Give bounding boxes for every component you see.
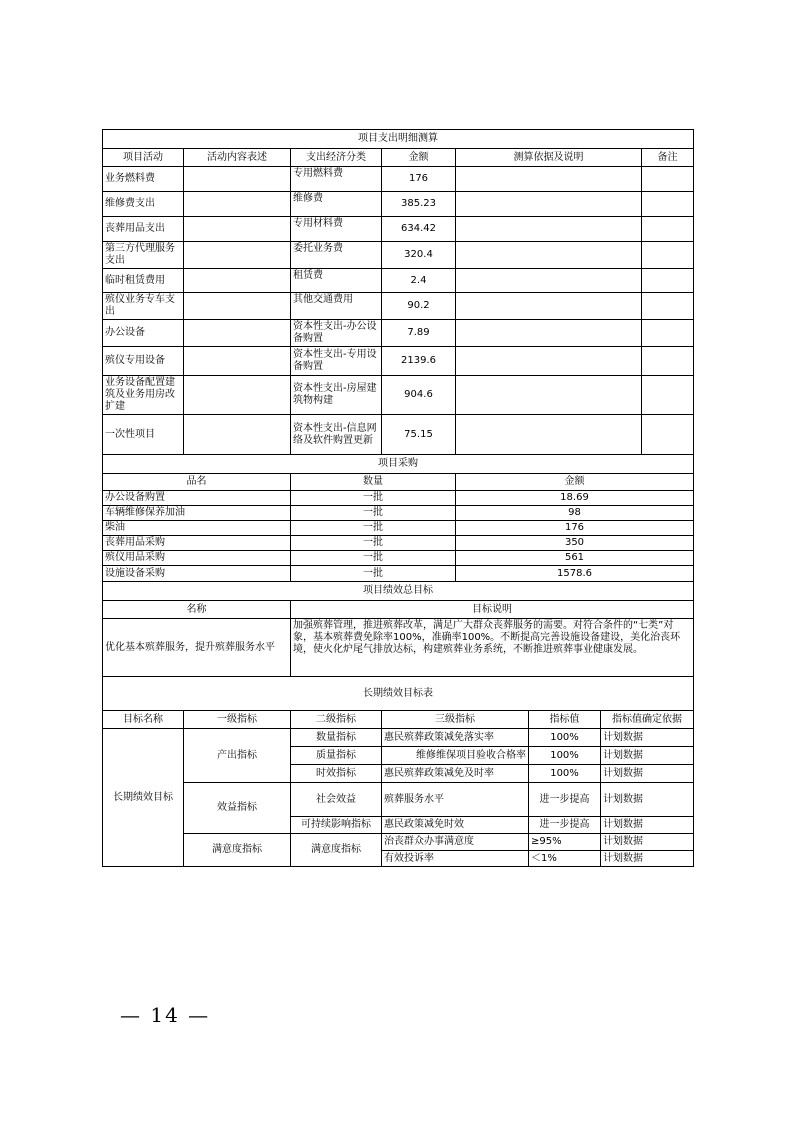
longterm-header-level2: 二级指标	[291, 711, 382, 729]
detail-activity: 殡仪业务专车支出	[103, 293, 184, 320]
detail-category: 其他交通费用	[291, 293, 382, 320]
goal-header-name: 名称	[103, 601, 291, 619]
longterm-value: 100%	[529, 765, 601, 783]
procurement-amount: 1578.6	[456, 566, 694, 582]
longterm-level2: 可持续影响指标	[291, 817, 382, 834]
longterm-target-name: 长期绩效目标	[103, 729, 184, 867]
longterm-level3: 治丧群众办事满意度	[382, 834, 529, 851]
longterm-header-level1: 一级指标	[184, 711, 291, 729]
procurement-name: 丧葬用品采购	[103, 536, 291, 551]
detail-category: 资本性支出-专用设备购置	[291, 347, 382, 376]
detail-amount: 385.23	[382, 192, 456, 217]
detail-header-note: 备注	[642, 149, 694, 167]
longterm-level1-satisfaction: 满意度指标	[184, 834, 291, 867]
detail-basis	[456, 217, 642, 242]
longterm-basis: 计划数据	[601, 729, 694, 747]
longterm-level3: 惠民殡葬政策减免及时率	[382, 765, 529, 783]
detail-activity: 临时租赁费用	[103, 269, 184, 293]
goal-description: 加强殡葬管理，推进殡葬改革，满足广大群众丧葬服务的需要。对符合条件的“七类”对象，基本殡葬费免除率100%，准确率100%。不断提高完善设施设备建设，美化治丧环境，使火化炉尾气排放达标，构建殡葬业务系统，不断推进殡葬事业健康发展。	[291, 619, 694, 677]
detail-activity: 维修费支出	[103, 192, 184, 217]
procurement-qty: 一批	[291, 506, 456, 521]
procurement-qty: 一批	[291, 566, 456, 582]
longterm-header-target: 目标名称	[103, 711, 184, 729]
longterm-level2: 质量指标	[291, 747, 382, 765]
detail-content	[184, 320, 291, 347]
procurement-name: 殡仪用品采购	[103, 551, 291, 566]
procurement-section-title: 项目采购	[103, 455, 694, 474]
detail-category: 租赁费	[291, 269, 382, 293]
longterm-header-basis: 指标值确定依据	[601, 711, 694, 729]
detail-basis	[456, 347, 642, 376]
detail-header-activity: 项目活动	[103, 149, 184, 167]
longterm-basis: 计划数据	[601, 817, 694, 834]
detail-basis	[456, 320, 642, 347]
longterm-header-level3: 三级指标	[382, 711, 529, 729]
procurement-name: 车辆维修保养加油	[103, 506, 291, 521]
procurement-qty: 一批	[291, 521, 456, 536]
procurement-header-qty: 数量	[291, 474, 456, 491]
longterm-value: 100%	[529, 747, 601, 765]
longterm-level2: 社会效益	[291, 783, 382, 817]
detail-content	[184, 269, 291, 293]
goal-name: 优化基本殡葬服务，提升殡葬服务水平	[103, 619, 291, 677]
detail-amount: 320.4	[382, 242, 456, 269]
procurement-amount: 561	[456, 551, 694, 566]
detail-content	[184, 242, 291, 269]
longterm-basis: 计划数据	[601, 747, 694, 765]
longterm-level1-benefit: 效益指标	[184, 783, 291, 834]
detail-category: 资本性支出-办公设备购置	[291, 320, 382, 347]
procurement-name: 设施设备采购	[103, 566, 291, 582]
longterm-level3: 有效投诉率	[382, 851, 529, 867]
longterm-basis: 计划数据	[601, 851, 694, 867]
detail-category: 专用材料费	[291, 217, 382, 242]
longterm-level3: 殡葬服务水平	[382, 783, 529, 817]
detail-category: 资本性支出-信息网络及软件购置更新	[291, 415, 382, 455]
detail-note	[642, 269, 694, 293]
longterm-level3: 惠民政策减免时效	[382, 817, 529, 834]
detail-activity: 一次性项目	[103, 415, 184, 455]
goal-header-description: 目标说明	[291, 601, 694, 619]
detail-content	[184, 217, 291, 242]
detail-content	[184, 192, 291, 217]
goal-section-title: 项目绩效总目标	[103, 582, 694, 601]
procurement-header-amount: 金额	[456, 474, 694, 491]
detail-header-content: 活动内容表述	[184, 149, 291, 167]
procurement-header-name: 品名	[103, 474, 291, 491]
detail-category: 委托业务费	[291, 242, 382, 269]
detail-basis	[456, 376, 642, 415]
budget-table	[102, 129, 694, 867]
detail-content	[184, 347, 291, 376]
detail-note	[642, 293, 694, 320]
longterm-level3: 维修维保项目验收合格率	[382, 747, 529, 765]
detail-header-category: 支出经济分类	[291, 149, 382, 167]
detail-amount: 904.6	[382, 376, 456, 415]
longterm-section-title: 长期绩效目标表	[103, 677, 694, 711]
procurement-qty: 一批	[291, 551, 456, 566]
procurement-amount: 18.69	[456, 491, 694, 506]
longterm-value: ＜1%	[529, 851, 601, 867]
procurement-amount: 350	[456, 536, 694, 551]
detail-note	[642, 376, 694, 415]
longterm-value: 进一步提高	[529, 783, 601, 817]
detail-category: 维修费	[291, 192, 382, 217]
detail-basis	[456, 415, 642, 455]
longterm-basis: 计划数据	[601, 783, 694, 817]
detail-note	[642, 320, 694, 347]
detail-basis	[456, 293, 642, 320]
detail-header-amount: 金额	[382, 149, 456, 167]
detail-header-basis: 测算依据及说明	[456, 149, 642, 167]
longterm-level2: 满意度指标	[291, 834, 382, 867]
detail-content	[184, 167, 291, 192]
detail-note	[642, 415, 694, 455]
procurement-qty: 一批	[291, 491, 456, 506]
detail-activity: 丧葬用品支出	[103, 217, 184, 242]
detail-basis	[456, 167, 642, 192]
detail-activity: 办公设备	[103, 320, 184, 347]
longterm-level2: 时效指标	[291, 765, 382, 783]
procurement-amount: 176	[456, 521, 694, 536]
longterm-level1-output: 产出指标	[184, 729, 291, 783]
page-number: — 14 —	[120, 1003, 211, 1027]
longterm-basis: 计划数据	[601, 765, 694, 783]
detail-basis	[456, 269, 642, 293]
detail-content	[184, 415, 291, 455]
detail-amount: 7.89	[382, 320, 456, 347]
procurement-amount: 98	[456, 506, 694, 521]
detail-activity: 业务设备配置建筑及业务用房改扩建	[103, 376, 184, 415]
detail-basis	[456, 242, 642, 269]
detail-content	[184, 376, 291, 415]
longterm-header-value: 指标值	[529, 711, 601, 729]
detail-note	[642, 347, 694, 376]
detail-amount: 90.2	[382, 293, 456, 320]
detail-category: 专用燃料费	[291, 167, 382, 192]
detail-basis	[456, 192, 642, 217]
detail-amount: 2.4	[382, 269, 456, 293]
detail-amount: 176	[382, 167, 456, 192]
longterm-level3: 惠民殡葬政策减免落实率	[382, 729, 529, 747]
detail-note	[642, 217, 694, 242]
detail-note	[642, 192, 694, 217]
detail-activity: 殡仪专用设备	[103, 347, 184, 376]
longterm-value: 100%	[529, 729, 601, 747]
procurement-qty: 一批	[291, 536, 456, 551]
longterm-basis: 计划数据	[601, 834, 694, 851]
detail-activity: 业务燃料费	[103, 167, 184, 192]
detail-category: 资本性支出-房屋建筑物构建	[291, 376, 382, 415]
budget-sheet	[102, 129, 693, 867]
detail-note	[642, 167, 694, 192]
procurement-name: 柴油	[103, 521, 291, 536]
detail-note	[642, 242, 694, 269]
detail-activity: 第三方代理服务支出	[103, 242, 184, 269]
detail-content	[184, 293, 291, 320]
longterm-level2: 数量指标	[291, 729, 382, 747]
detail-amount: 634.42	[382, 217, 456, 242]
longterm-value: 进一步提高	[529, 817, 601, 834]
detail-section-title: 项目支出明细测算	[103, 130, 694, 149]
longterm-value: ≥95%	[529, 834, 601, 851]
detail-amount: 75.15	[382, 415, 456, 455]
procurement-name: 办公设备购置	[103, 491, 291, 506]
detail-amount: 2139.6	[382, 347, 456, 376]
